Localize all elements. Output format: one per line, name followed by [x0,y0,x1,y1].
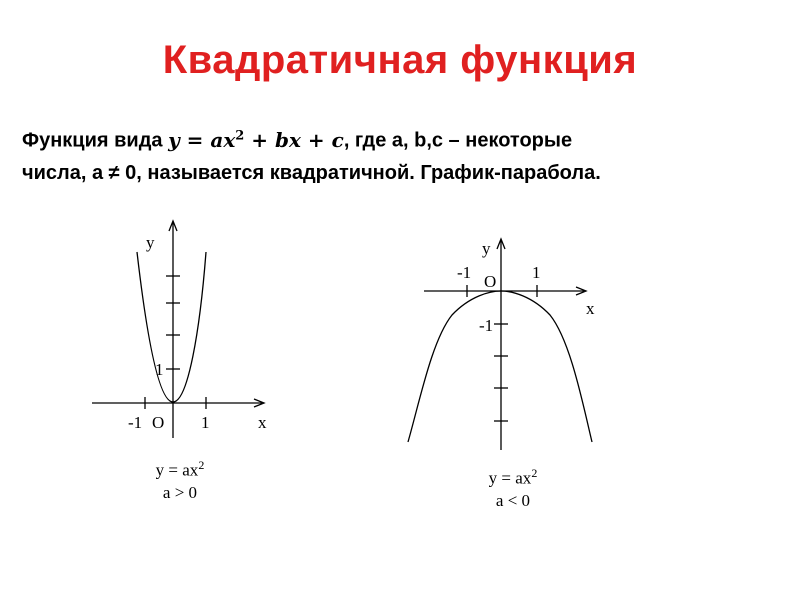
right-caption-exponent: 2 [531,466,538,480]
formula-c: c [331,127,344,152]
formula-ax: ax [210,127,236,152]
right-parabola [408,291,592,442]
right-caption [433,462,593,512]
page-title: Квадратичная функция [162,38,638,82]
right-x-tick-label-minus-1: -1 [457,263,472,282]
left-caption [100,454,260,504]
right-graph [408,239,592,450]
formula-y: y [168,127,180,152]
right-x-label: x [586,299,595,318]
formula-bx: bx [275,127,301,152]
description-line-2: числа, а ≠ 0, называется квадратичной. График-парабола. [22,161,601,184]
left-caption-condition: a > 0 [162,482,198,502]
left-y-label: y [146,233,155,252]
left-graph [92,221,264,438]
right-caption-formula [433,462,593,490]
left-caption-exponent: 2 [198,458,205,472]
formula-exponent: 2 [235,128,245,143]
left-parabola [137,252,206,402]
left-x-tick-label-minus-1: -1 [128,413,143,432]
right-origin-label: O [484,272,497,291]
right-y-label: y [482,239,491,258]
formula-plus-2: + [300,127,332,152]
left-y-tick-label-1: 1 [155,360,164,379]
left-caption-formula [100,454,260,482]
left-caption-formula-text: y = ax [155,460,199,480]
right-caption-condition: a < 0 [495,490,531,510]
right-x-tick-label-1: 1 [532,263,541,282]
description-prefix: Функция вида [22,129,163,152]
formula-eq: = [179,127,211,152]
left-x-label: x [258,413,267,432]
right-caption-formula-text: y = ax [488,468,532,488]
description-suffix: , где a, b,c – некоторые [343,129,573,152]
right-y-tick-label-minus-1: -1 [479,316,494,335]
formula-plus-1: + [244,127,276,152]
left-origin-label: O [152,413,165,432]
left-x-tick-label-1: 1 [201,413,210,432]
